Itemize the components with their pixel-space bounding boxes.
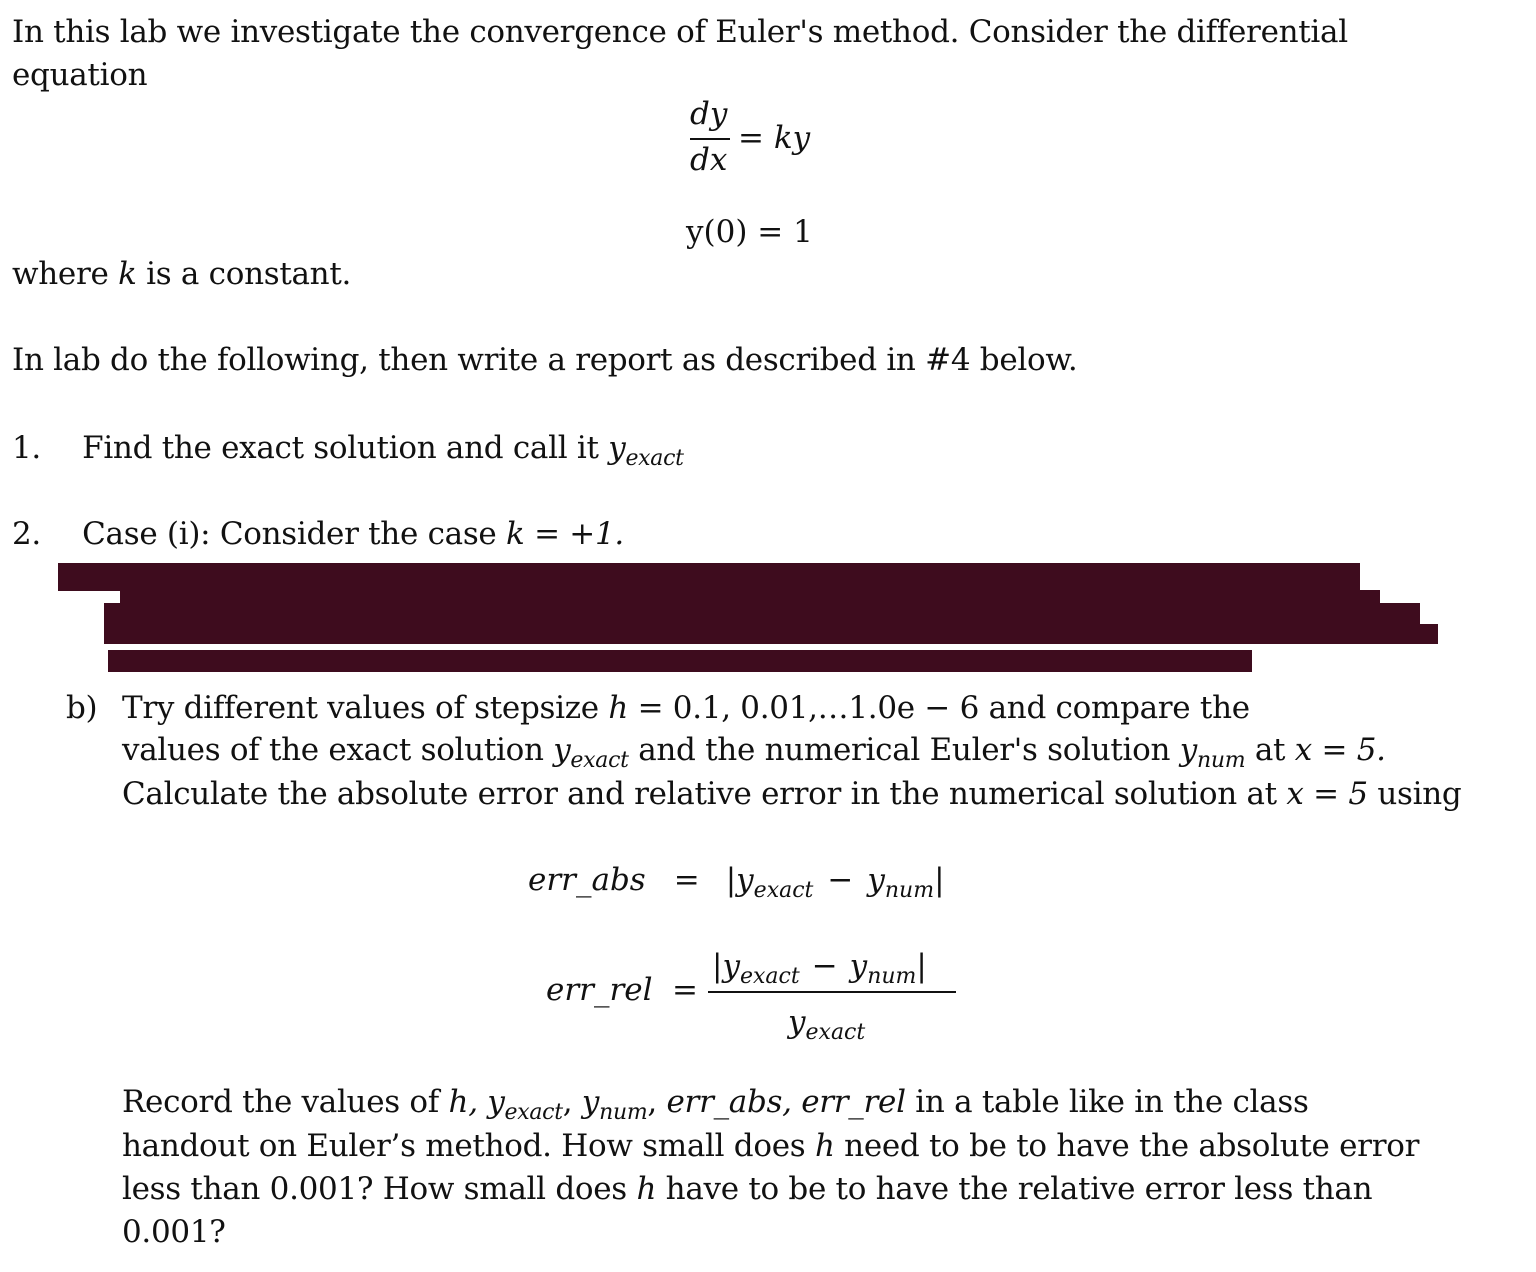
record-line-2-a: handout on Euler’s method. How small does — [122, 1128, 815, 1164]
record-comma-2: , — [647, 1084, 667, 1120]
part-b-sub-exact: exact — [570, 748, 629, 773]
record-line-2 — [122, 1126, 1419, 1166]
item-2-text: Case (i): Consider the case — [82, 516, 507, 552]
record-line-1-a: Record the values of — [122, 1084, 449, 1120]
item-1-number: 1. — [12, 430, 41, 466]
err-abs-bar-close: | — [934, 862, 945, 898]
part-b-label: b) — [66, 690, 98, 726]
where-suffix: is a constant. — [136, 256, 352, 292]
err-abs-sub2: num — [884, 878, 935, 903]
part-b-line-3-a: Calculate the absolute error and relative error in the numerical solution at — [122, 776, 1287, 812]
intro-line-1: In this lab we investigate the convergence of Euler's method. Consider the differential — [12, 14, 1348, 50]
err-abs-lhs: err_abs — [528, 862, 646, 898]
record-line-3-h: h — [636, 1171, 657, 1207]
err-abs-y1: y — [736, 862, 754, 898]
item-1-sub: exact — [625, 446, 684, 471]
part-b-line-1-text: Try different values of stepsize — [122, 690, 609, 726]
record-line-2-b: need to be to have the absolute error — [834, 1128, 1420, 1164]
part-b-line-2-b: and the numerical Euler's solution — [628, 732, 1180, 768]
redaction-bar-4 — [104, 624, 1438, 644]
err-rel-num-minus: − — [811, 948, 838, 984]
err-rel-num-bar-open: | — [712, 948, 723, 984]
redaction-bar-3 — [104, 603, 1420, 625]
redaction-bar-2 — [120, 590, 1380, 604]
instructions-line: In lab do the following, then write a report as described in #4 below. — [12, 342, 1078, 378]
err-abs-y2: y — [867, 862, 885, 898]
err-rel-num-bar-close: | — [916, 948, 927, 984]
err-rel-fraction-bar — [708, 991, 956, 993]
record-comma-1: , — [562, 1084, 582, 1120]
record-line-1-b: in a table like in the class — [905, 1084, 1309, 1120]
where-line — [12, 254, 351, 294]
record-line-4: 0.001? — [122, 1214, 226, 1250]
where-prefix: where — [12, 256, 119, 292]
record-line-3 — [122, 1169, 1372, 1209]
err-rel-den-sub: exact — [805, 1020, 866, 1045]
err-rel-num-sub2: num — [867, 964, 917, 989]
part-b-line-1 — [122, 688, 1250, 728]
err-rel-den-y: y — [788, 1004, 806, 1040]
err-abs-sub1: exact — [753, 878, 814, 903]
part-b-line-3 — [122, 774, 1461, 814]
part-b-sub-num: num — [1196, 748, 1246, 773]
intro-line-2: equation — [12, 57, 148, 93]
part-b-h: h — [608, 690, 629, 726]
record-h: h, — [448, 1084, 488, 1120]
err-rel-denominator — [788, 1004, 865, 1045]
redaction-bar-1 — [58, 563, 1360, 591]
part-b-y-num: y — [1179, 732, 1197, 768]
err-rel-num-y1: y — [722, 948, 740, 984]
item-2-math: k = +1. — [506, 516, 624, 552]
err-abs-equation — [528, 862, 945, 903]
item-2 — [12, 514, 624, 554]
initial-condition: y(0) = 1 — [686, 214, 813, 250]
ode-rhs: = ky — [738, 120, 811, 156]
err-rel-lhs: err_rel — [546, 972, 653, 1008]
err-rel-equals: = — [672, 972, 698, 1008]
record-line-2-h: h — [814, 1128, 835, 1164]
part-b-line-2-c: at — [1245, 732, 1295, 768]
err-rel-num-sub1: exact — [739, 964, 800, 989]
ode-numerator: dy — [690, 96, 728, 132]
record-line-3-b: have to be to have the relative error less than — [656, 1171, 1373, 1207]
err-abs-bar-open: | — [725, 862, 737, 898]
err-rel-num-y2: y — [849, 948, 868, 984]
part-b-line-3-b: using — [1367, 776, 1462, 812]
part-b-y-exact: y — [553, 732, 571, 768]
where-var: k — [118, 256, 137, 292]
item-1-text: Find the exact solution and call it — [82, 430, 609, 466]
item-1-y: y — [608, 430, 626, 466]
part-b-line-1-end: and compare the — [979, 690, 1250, 726]
redaction-bar-5 — [108, 650, 1252, 672]
record-sub-exact: exact — [504, 1100, 563, 1125]
item-1 — [12, 428, 684, 479]
part-b-x-eq: x = 5. — [1294, 732, 1386, 768]
ode-fraction-bar — [690, 138, 730, 140]
record-y-num: y — [581, 1084, 600, 1120]
err-abs-minus: − — [827, 862, 854, 898]
err-abs-equals: = — [673, 862, 700, 898]
record-errs: err_abs, err_rel — [666, 1084, 906, 1120]
record-line-3-a: less than 0.001? How small does — [122, 1171, 637, 1207]
part-b-line-2-a: values of the exact solution — [122, 732, 554, 768]
record-y-exact: y — [487, 1084, 505, 1120]
err-rel-numerator — [712, 948, 927, 989]
item-2-number: 2. — [12, 516, 41, 552]
record-sub-num: num — [599, 1100, 648, 1125]
ode-denominator: dx — [690, 142, 728, 178]
part-b-line-3-math: x = 5 — [1286, 776, 1368, 812]
part-b-stepsizes: = 0.1, 0.01,…1.0e − 6 — [628, 690, 980, 726]
